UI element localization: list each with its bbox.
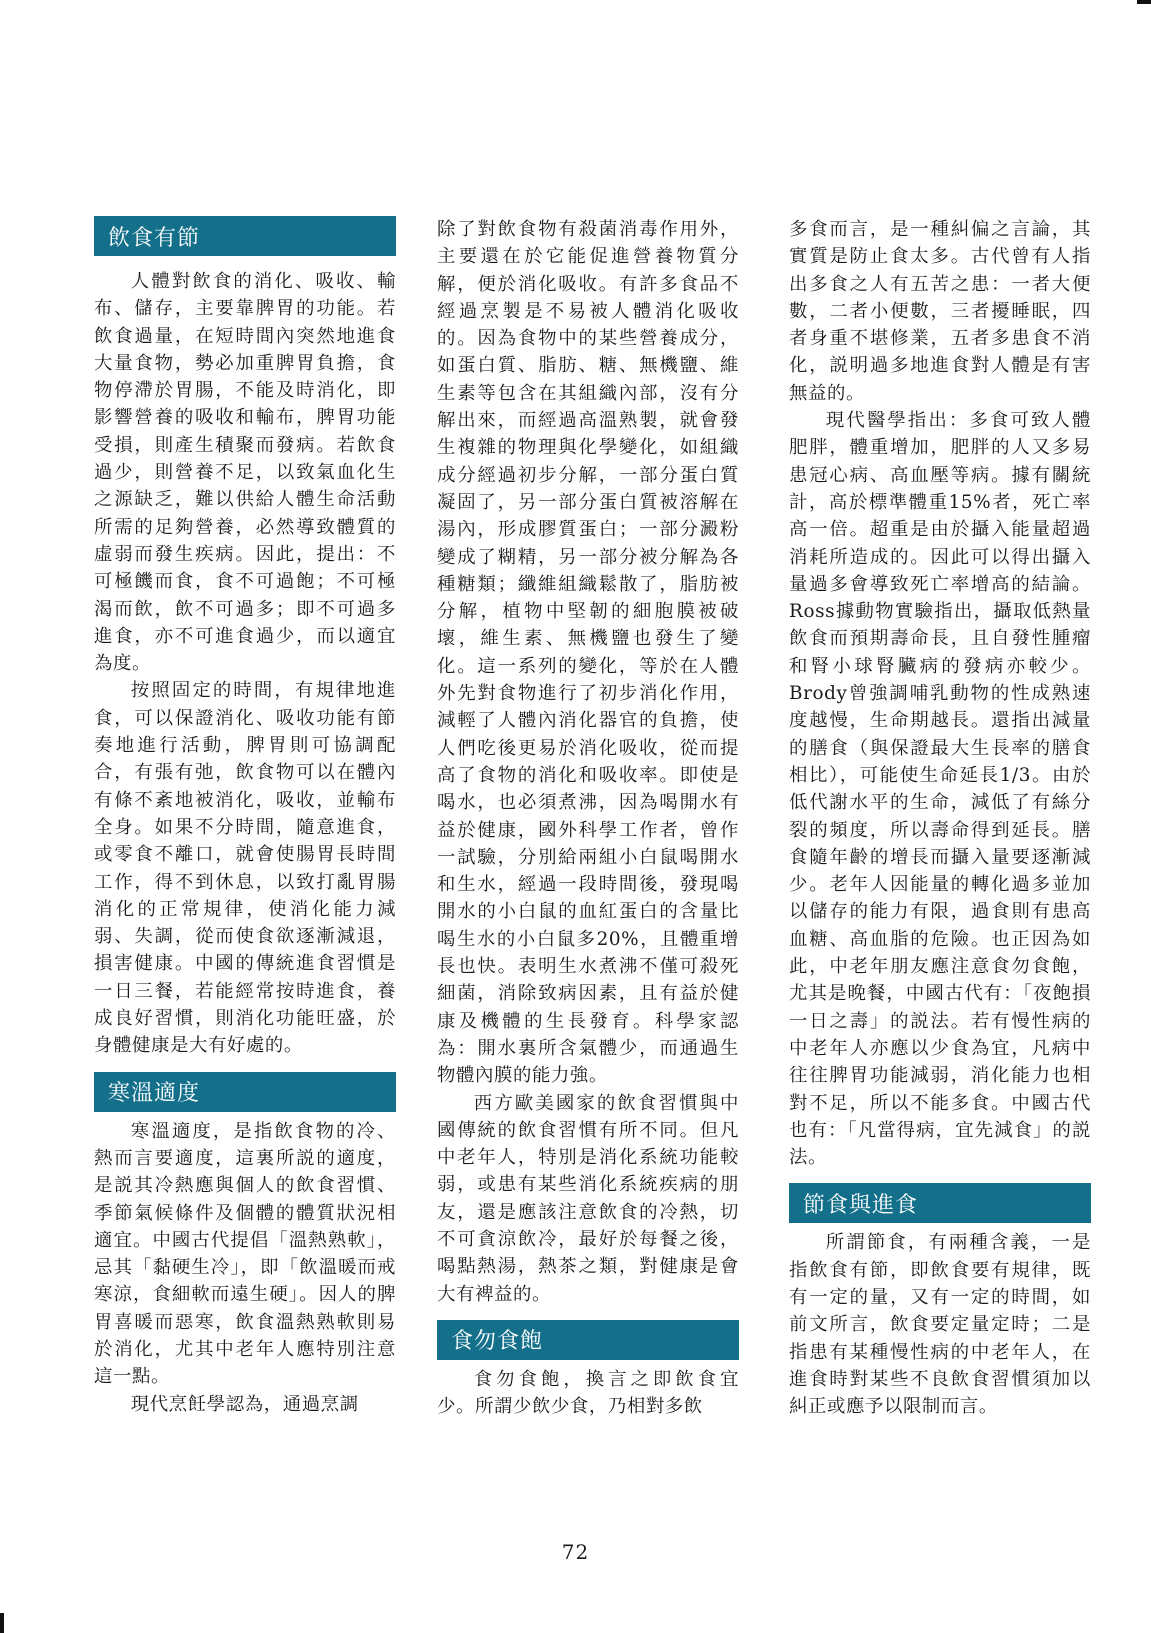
paragraph: 西方歐美國家的飲食習慣與中國傳統的飲食習慣有所不同。但凡中老年人，特別是消化系統功能較弱，或患有某些消化系統疾病的朋友，還是應該注意飲食的冷熱，切不可貪涼飲冷，最好於每餐之後，喝點熱湯，熱茶之類，對健康是會大有裨益的。 (437, 1092, 739, 1305)
section-heading-temperature: 寒溫適度 (94, 1072, 396, 1112)
paragraph-continued: 除了對飲食物有殺菌消毒作用外，主要還在於它能促進營養物質分解，便於消化吸收。有許多食品不經過烹製是不易被人體消化吸收的。因為食物中的某些營養成分，如蛋白質、脂肪、糖、無機鹽、維生素等包含在其組織內部，沒有分解出來，而經過高溫熟製，就會發生複雜的物理與化學變化，如組織成分經過初步分解，一部分蛋白質凝固了，另一部分蛋白質被溶解在湯內，形成膠質蛋白；一部分澱粉變成了糊精，另一部分被分解為各種糖類；纖維組織鬆散了，脂肪被分解，植物中堅韌的細胞膜被破壞，維生素、無機鹽也發生了變化。這一系列的變化，等於在人體外先對食物進行了初步消化作用，減輕了人體內消化器官的負擔，使人們吃後更易於消化吸收，從而提高了食物的消化和吸收率。即使是喝水，也必須煮沸，因為喝開水有益於健康，國外科學工作者，曾作一試驗，分別給兩組小白鼠喝開水和生水，經過一段時間後，發現喝開水的小白鼠的血紅蛋白的含量比喝生水的小白鼠多20%，且體重增長也快。表明生水煮沸不僅可殺死細菌，消除致病因素，且有益於健康及機體的生長發育。科學家認為：開水裏所含氣體少，而通過生物體內膜的能力強。 (437, 219, 739, 1087)
paragraph-continued: 多食而言，是一種糾偏之言論，其實質是防止食太多。古代曾有人指出多食之人有五苦之患：一者大便數，二者小便數，三者擾睡眠，四者身重不堪修業，五者多患食不消化，説明過多地進食對人體是有害無益的。 (789, 219, 1091, 404)
paragraph: 人體對飲食的消化、吸收、輸布、儲存，主要靠脾胃的功能。若飲食過量，在短時間內突然地進食大量食物，勢必加重脾胃負擔，食物停滯於胃腸，不能及時消化，即影響營養的吸收和輸布，脾胃功能受損，則產生積聚而發病。若飲食過少，則營養不足，以致氣血化生之源缺乏，難以供給人體生命活動所需的足夠營養，必然導致體質的虛弱而發生疾病。因此，提出：不可極饑而食，食不可過飽；不可極渴而飲，飲不可過多；即不可過多進食，亦不可進食過少，而以適宜為度。 (94, 271, 396, 675)
paragraph: 現代烹飪學認為，通過烹調 (130, 1393, 359, 1415)
section-heading-not-overeat: 食勿食飽 (437, 1320, 739, 1360)
spacer (437, 1308, 739, 1320)
paragraph: 所謂節食，有兩種含義，一是指飲食有節，即飲食要有規律，既有一定的量，又有一定的時間，如前文所言，飲食要定量定時；二是指患有某種慢性病的中老年人，在進食時對某些不良飲食習慣須加以糾正或應予以限制而言。 (789, 1232, 1091, 1418)
paragraph: 寒溫適度，是指飲食物的冷、熱而言要適度，這裏所説的適度，是説其冷熱應與個人的飲食習慣、季節氣候條件及個體的體質狀況相適宜。中國古代提倡「溫熱熟軟」，忌其「黏硬生冷」，即「飲溫暖而戒寒涼，食細軟而遠生硬」。因人的脾胃喜暖而惡寒，飲食溫熱熟軟則易於消化，尤其中老年人應特別注意這一點。 (94, 1120, 396, 1388)
section-heading-diet-control: 節食與進食 (789, 1183, 1091, 1223)
spacer (789, 1171, 1091, 1183)
column-right (789, 216, 1091, 1420)
paragraph: 食勿食飽，換言之即飲食宜少。所謂少飲少食，乃相對多飲 (437, 1368, 739, 1418)
spacer (94, 256, 396, 268)
crop-mark (0, 1613, 4, 1633)
crop-mark (1137, 0, 1151, 4)
spacer (94, 1060, 396, 1072)
section-heading-diet-moderation: 飲食有節 (94, 216, 396, 256)
column-left (94, 216, 396, 1418)
paragraph: 現代醫學指出：多食可致人體肥胖，體重增加，肥胖的人又多易患冠心病、高血壓等病。據有關統計，高於標準體重15%者，死亡率高一倍。超重是由於攝入能量超過消耗所造成的。因此可以得出攝入量過多會導致死亡率增高的結論。Ross據動物實驗指出，攝取低熱量飲食而預期壽命長，且自發性腫瘤和腎小球腎臟病的發病亦較少。Brody曾強調哺乳動物的性成熟速度越慢，生命期越長。還指出減量的膳食（與保證最大生長率的膳食相比），可能使生命延長1/3。由於低代謝水平的生命，減低了有絲分裂的頻度，所以壽命得到延長。膳食隨年齡的增長而攝入量要逐漸減少。老年人因能量的轉化過多並加以儲存的能力有限，過食則有患高血糖、高血脂的危險。也正因為如此，中老年朋友應注意食勿食飽，尤其是晚餐，中國古代有：「夜飽損一日之壽」的説法。若有慢性病的中老年人亦應以少食為宜，凡病中往往脾胃功能減弱，消化能力也相對不足，所以不能多食。中國古代也有：「凡當得病，宜先減食」的説法。 (789, 410, 1091, 1169)
column-middle (437, 216, 739, 1420)
page-number: 72 (561, 1540, 590, 1564)
paragraph: 按照固定的時間，有規律地進食，可以保證消化、吸收功能有節奏地進行活動，脾胃則可協調配合，有張有弛，飲食物可以在體內有條不紊地被消化，吸收，並輸布全身。如果不分時間，隨意進食，或零食不離口，就會使腸胃長時間工作，得不到休息，以致打亂胃腸消化的正常規律，使消化能力減弱、失調，從而使食欲逐漸減退，損害健康。中國的傳統進食習慣是一日三餐，若能經常按時進食，養成良好習慣，則消化功能旺盛，於身體健康是大有好處的。 (94, 680, 396, 1057)
